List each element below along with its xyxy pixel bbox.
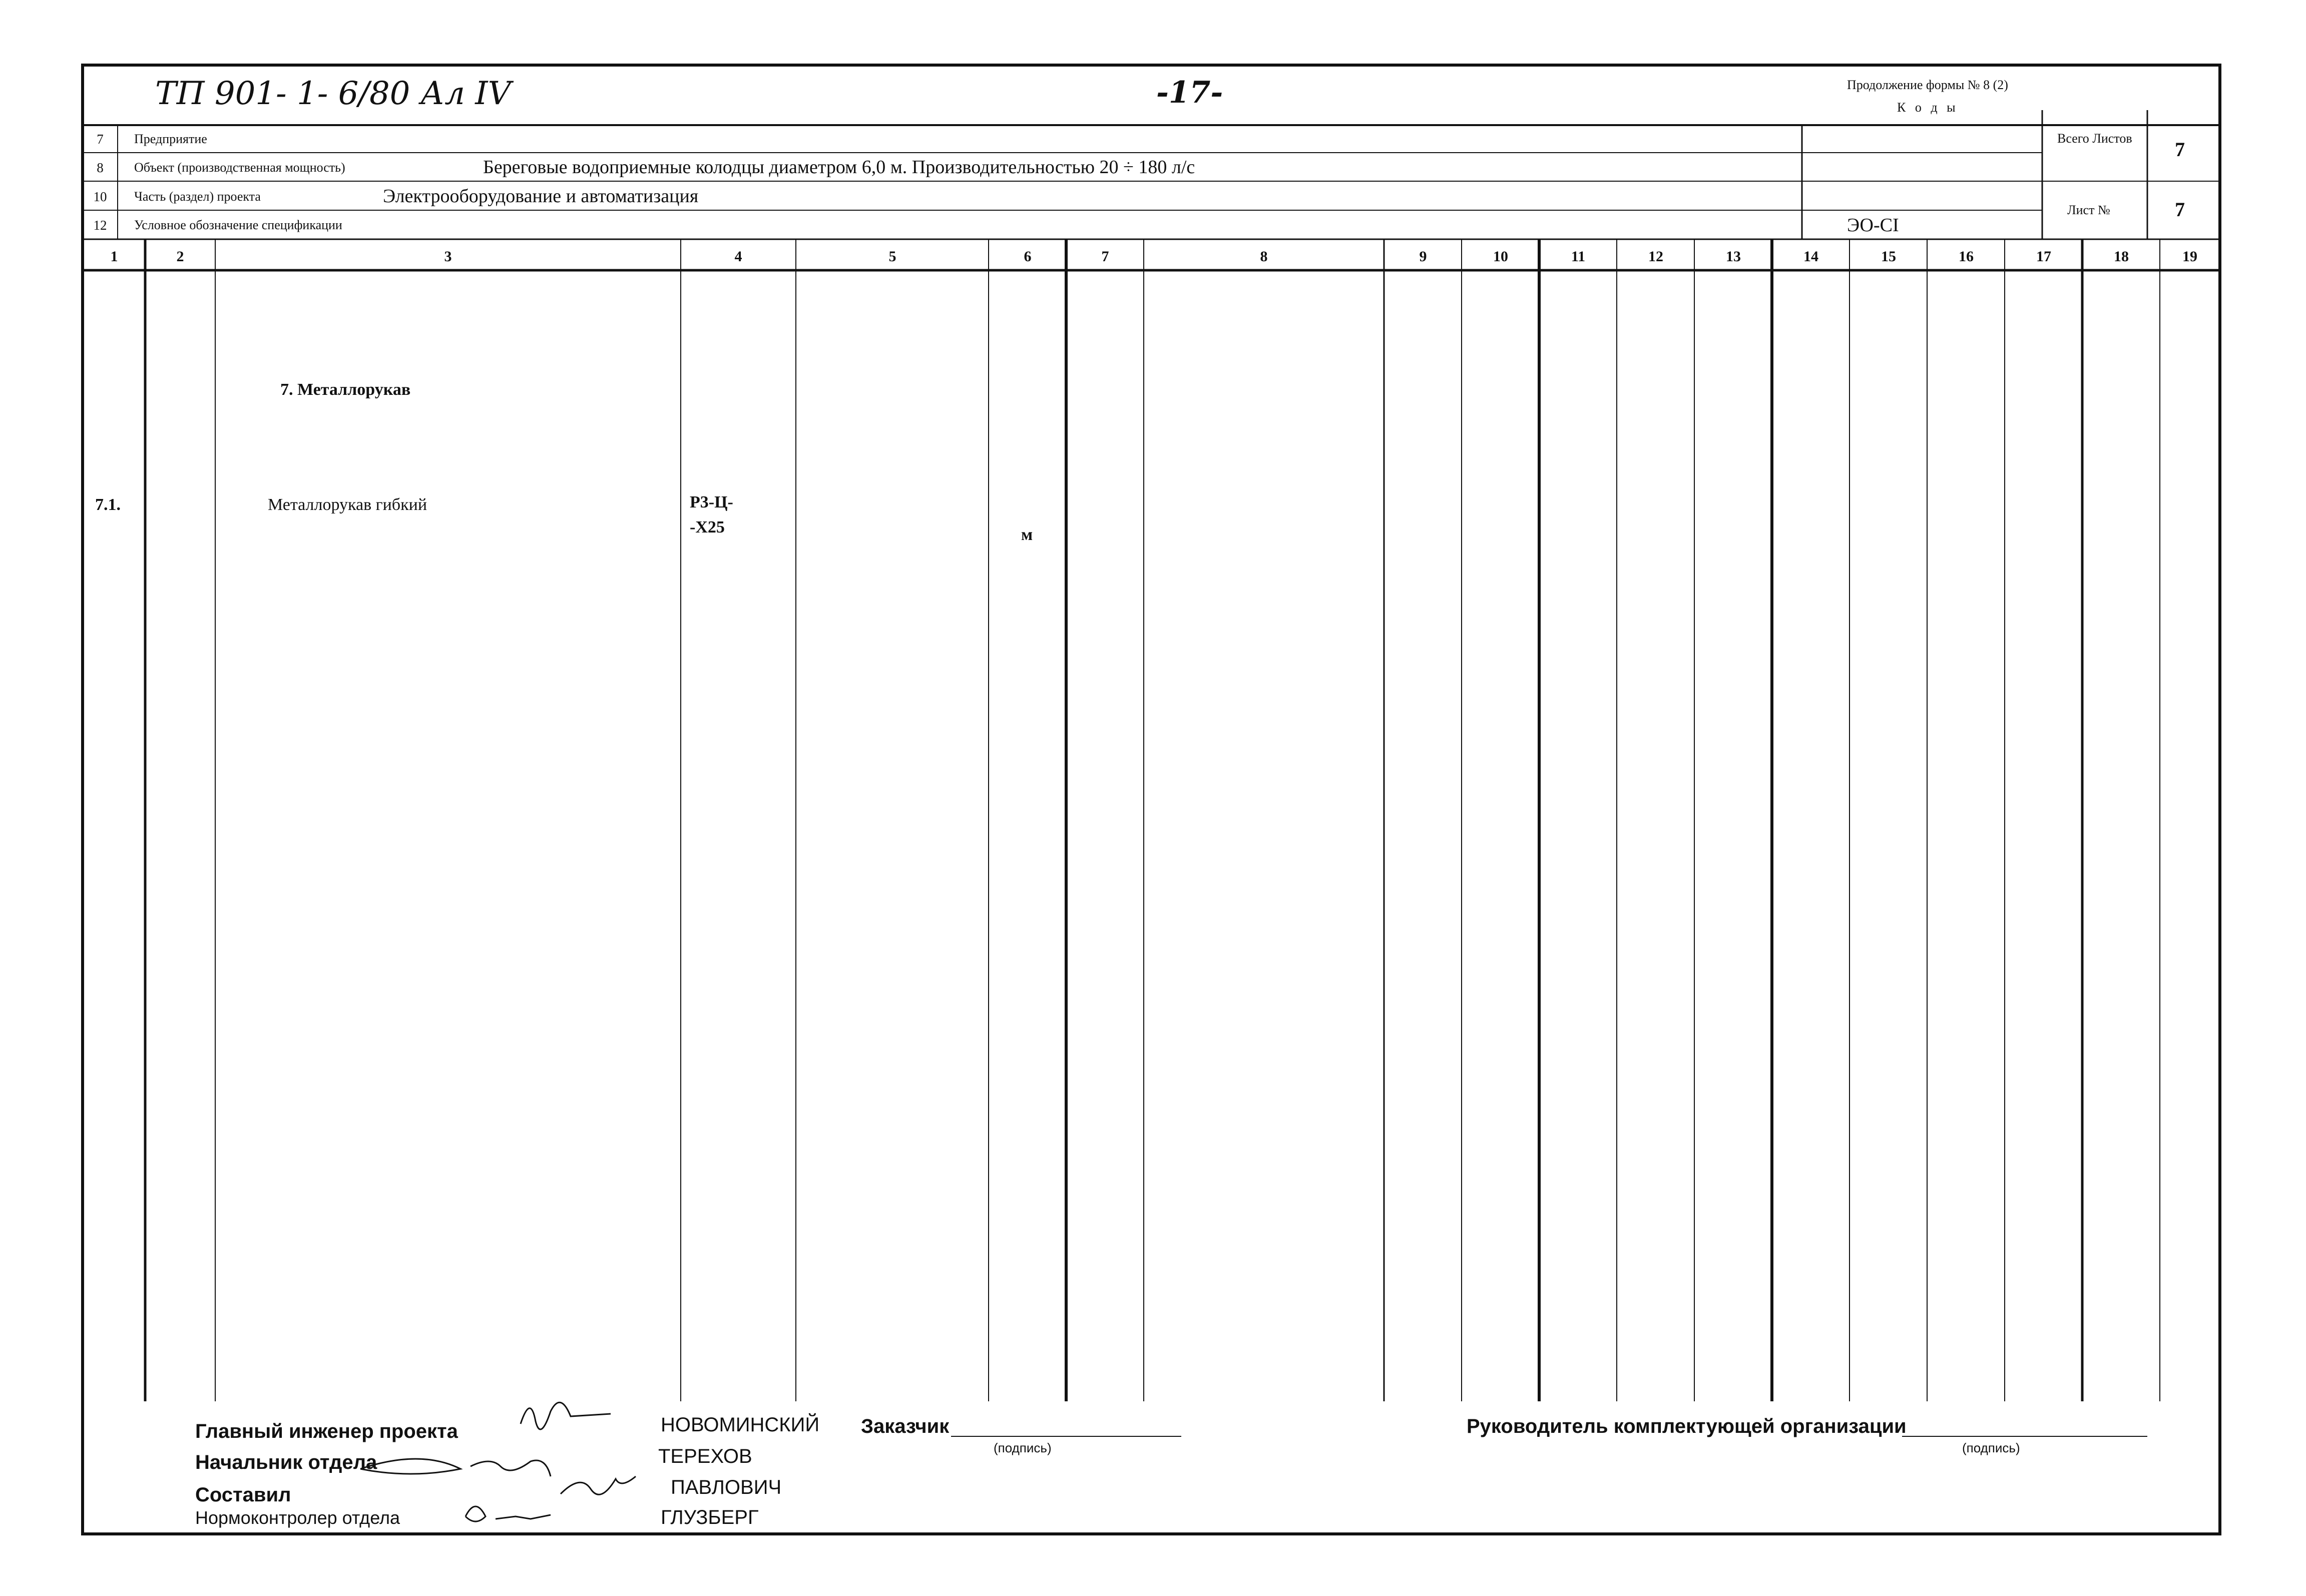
column-number: 3 — [444, 248, 452, 265]
form-row-num: 12 — [93, 218, 107, 233]
row-position: 7.1. — [95, 495, 121, 514]
sheet-label: Лист № — [2067, 203, 2110, 217]
spec-code: ЭО-СI — [1847, 215, 1899, 236]
column-number: 2 — [176, 248, 184, 265]
column-number: 4 — [734, 248, 742, 265]
department-head-name: ТЕРЕХОВ — [658, 1445, 752, 1467]
column-number: 17 — [2036, 248, 2051, 265]
object-value: Береговые водоприемные колодцы диаметром 6,0 м. Производительностью 20 ÷ 180 л/с — [483, 157, 1195, 178]
sheets-total-value: 7 — [2175, 138, 2185, 161]
item-type-line1: Р3-Ц- — [690, 493, 733, 511]
column-number: 19 — [2182, 248, 2197, 265]
form-row-label: Объект (производственная мощность) — [134, 160, 345, 175]
compiled-name: ПАВЛОВИЧ — [671, 1476, 782, 1498]
codes-label: К о д ы — [1897, 100, 1959, 115]
org-head-label: Руководитель комплектующей организации — [1467, 1415, 1907, 1437]
section-title: 7. Металлорукав — [280, 380, 411, 399]
form-row-num: 7 — [97, 132, 104, 147]
column-number: 7 — [1101, 248, 1109, 265]
chief-engineer-label: Главный инженер проекта — [195, 1420, 458, 1442]
item-name: Металлорукав гибкий — [268, 495, 427, 514]
document-code: ТП 901- 1- 6/80 Ал IV — [155, 75, 511, 112]
form-row-num: 8 — [97, 160, 104, 175]
item-unit: м — [1021, 525, 1033, 544]
sheets-total-label: Всего Листов — [2057, 131, 2132, 146]
page-number: -17- — [1156, 75, 1223, 110]
column-number: 1 — [110, 248, 118, 265]
form-row-label: Часть (раздел) проекта — [134, 189, 261, 204]
column-number: 18 — [2114, 248, 2129, 265]
customer-signature-hint: (подпись) — [994, 1440, 1052, 1455]
column-number: 13 — [1726, 248, 1741, 265]
column-number: 6 — [1024, 248, 1032, 265]
column-number: 16 — [1959, 248, 1974, 265]
form-continuation-label: Продолжение формы № 8 (2) — [1847, 78, 2008, 92]
sheet-value: 7 — [2175, 198, 2185, 221]
normcontrol-name: ГЛУЗБЕРГ — [661, 1506, 759, 1528]
column-number: 14 — [1803, 248, 1818, 265]
form-row-label: Предприятие — [134, 132, 207, 146]
column-number: 9 — [1419, 248, 1427, 265]
department-head-label: Начальник отдела — [195, 1451, 377, 1473]
normcontrol-label: Нормоконтролер отдела — [195, 1507, 400, 1528]
column-number: 15 — [1881, 248, 1896, 265]
column-number: 8 — [1260, 248, 1268, 265]
item-type-line2: -Х25 — [690, 518, 725, 537]
column-number: 10 — [1493, 248, 1508, 265]
form-row-label: Условное обозначение спецификации — [134, 218, 342, 232]
chief-engineer-name: НОВОМИНСКИЙ — [661, 1414, 820, 1436]
org-head-signature-hint: (подпись) — [1962, 1440, 2020, 1455]
column-number: 12 — [1648, 248, 1663, 265]
customer-label: Заказчик — [861, 1415, 950, 1437]
column-number: 11 — [1571, 248, 1586, 265]
column-number: 5 — [888, 248, 896, 265]
compiled-label: Составил — [195, 1484, 291, 1506]
form-row-num: 10 — [93, 189, 107, 204]
project-part-value: Электрооборудование и автоматизация — [383, 186, 699, 207]
